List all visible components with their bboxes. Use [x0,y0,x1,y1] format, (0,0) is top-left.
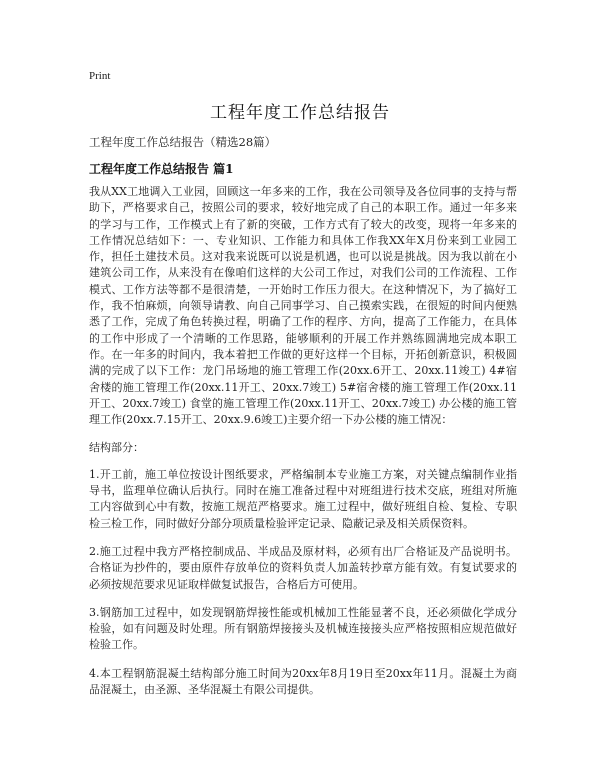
paragraph-item-2: 2.施工过程中我方严格控制成品、半成品及原材料，必须有出厂合格证及产品说明书。合格证为抄件的，要由原件存放单位的资料负责人加盖转抄章方能有效。有复试要求的必须按规范要求见证取样做复试报告，合格后方可使用。 [89,544,517,591]
document-body [89,184,517,710]
document-title: 工程年度工作总结报告 [210,103,390,123]
document-subtitle: 工程年度工作总结报告（精选28篇） [89,135,277,149]
paragraph-item-3: 3.钢筋加工过程中，如发现钢筋焊接性能或机械加工性能显著不良，还必须做化学成分检验，如有问题及时处理。所有钢筋焊接接头及机械连接接头应严格按照相应规范做好检验工作。 [89,605,517,652]
paragraph-item-1: 1.开工前，施工单位按设计图纸要求，严格编制本专业施工方案，对关键点编制作业指导书，监理单位确认后执行。同时在施工准备过程中对班组进行技术交底，班组对所施工内容做到心中有数，按施工规范严格要求。施工过程中，做好班组自检、复检、专职检三检工作，同时做好分部分项质量检验评定记录、隐蔽记录及相关质保资料。 [89,467,517,530]
paragraph-intro: 我从XX工地调入工业园，回顾这一年多来的工作，我在公司领导及各位同事的支持与帮助下，严格要求自己，按照公司的要求，较好地完成了自己的本职工作。通过一年多来的学习与工作，工作模式上有了新的突破，工作方式有了较大的改变，现将一年多来的工作情况总结如下：一、专业知识、工作能力和具体工作我XX年X月份来到工业园工作，担任土建技术员。这对我来说既可以说是机遇，也可以说是挑战。因为我以前在小建筑公司工作，从来没有在像咱们这样的大公司工作过，对我们公司的工作流程、工作模式、工作方法等都不是很清楚，一开始时工作压力很大。在这种情况下，为了搞好工作，我不怕麻烦，向领导请教、向自己同事学习、自己摸索实践，在很短的时间内便熟悉了工作，完成了角色转换过程，明确了工作的程序、方向，提高了工作能力，在具体的工作中形成了一个清晰的工作思路，能够顺利的开展工作并熟练圆满地完成本职工作。在一年多的时间内，我本着把工作做的更好这样一个目标，开拓创新意识，积极圆满的完成了以下工作：龙门吊场地的施工管理工作(20xx.6开工、20xx.11竣工) 4#宿舍楼的施工管理工作(20xx.11开工、20xx.7竣工) 5#宿舍楼的施工管理工作(20xx.11开工、20xx.7竣工) 食堂的施工管理工作(20xx.11开工、20xx.7竣工) 办公楼的施工管理工作(20xx.7.15开工、20xx.9.6竣工)主要介绍一下办公楼的施工情况： [89,185,517,427]
paragraph-structure-heading: 结构部分： [89,441,144,455]
section-heading: 工程年度工作总结报告 篇1 [89,162,234,176]
paragraph-item-4: 4.本工程钢筋混凝土结构部分施工时间为20xx年8月19日至20xx年11月。混凝土为商品混凝土，由圣源、圣华混凝土有限公司提供。 [89,666,517,697]
print-link[interactable]: Print [89,70,111,82]
